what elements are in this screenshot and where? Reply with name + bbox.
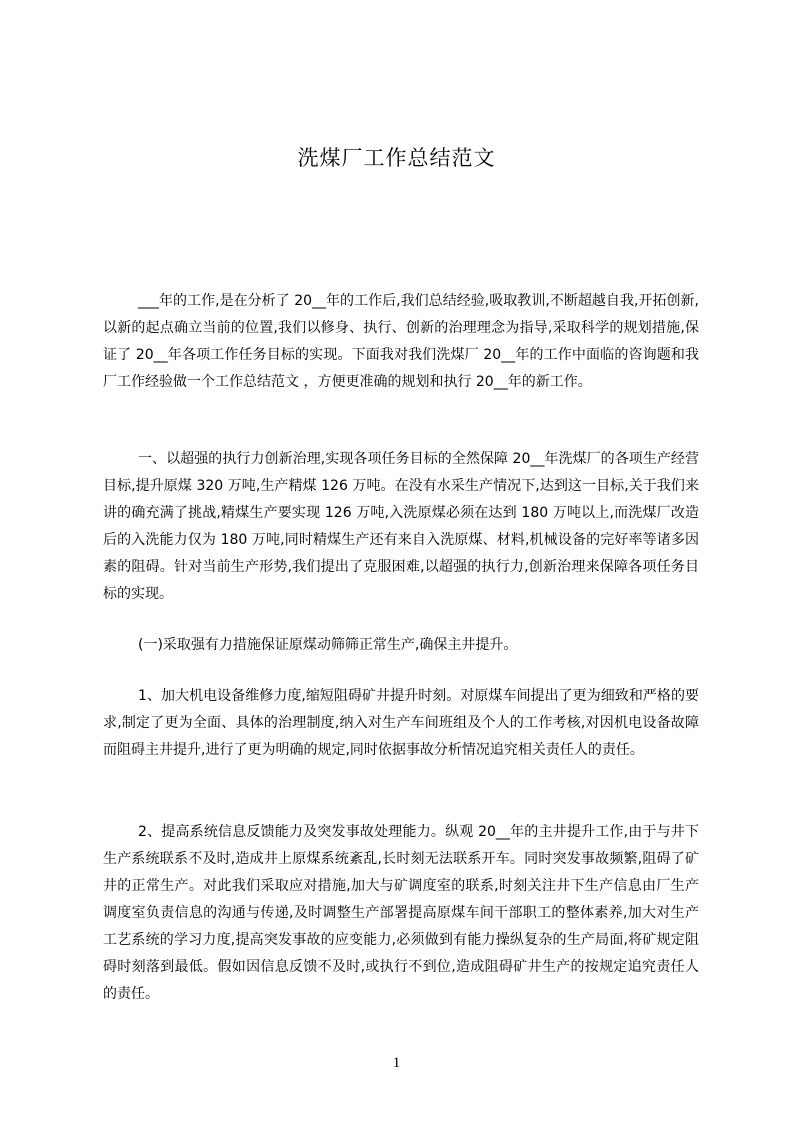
paragraph-item-two: 2、提高系统信息反馈能力及突发事故处理能力。纵观 20__年的主井提升工作,由于与井下生产系统联系不及时,造成井上原煤系统紊乱,长时刻无法联系开车。同时突发事故频繁,阻碍了矿井的正常生产。对此我们采取应对措施,加大与矿调度室的联系,时刻关注井下生产信息由厂生产调度室负责信息的沟通与传递,及时调整生产部署提高原煤车间干部职工的整体素养,加大对生产工艺系统的学习力度,提高突发事故的应变能力,必须做到有能力操纵复杂的生产局面,将矿规定阻碍时刻落到最低。假如因信息反馈不及时,或执行不到位,造成阻碍矿井生产的按规定追究责任人的责任。 [103, 824, 699, 1002]
document-title: 洗煤厂工作总结范文 [297, 146, 496, 170]
paragraph-item-one: 1、加大机电设备维修力度,缩短阻碍矿井提升时刻。对原煤车间提出了更为细致和严格的要求,制定了更为全面、具体的治理制度,纳入对生产车间班组及个人的工作考核,对因机电设备故障而阻碍主井提升,进行了更为明确的规定,同时依据事故分析情况追究相关责任人的责任。 [103, 688, 699, 758]
page-number: 1 [392, 1055, 401, 1071]
paragraph-subsection-heading: (一)采取强有力措施保证原煤动筛筛正常生产,确保主井提升。 [138, 637, 518, 653]
paragraph-section-one: 一、以超强的执行力创新治理,实现各项任务目标的全然保障 20__年洗煤厂的各项生产经营目标,提升原煤 320 万吨,生产精煤 126 万吨。在没有水采生产情况下,达到这一目标,关于我们来讲的确充满了挑战,精煤生产要实现 126 万吨,入洗原煤必须在达到 180 万吨以上,而洗煤厂改造后的入洗能力仅为 180 万吨,同时精煤生产还有来自入洗原煤、材料,机械设备的完好率等诸多因素的阻碍。针对当前生产形势,我们提出了克服困难,以超强的执行力,创新治理来保障各项任务目标的实现。 [103, 451, 699, 602]
paragraph-intro: ___年的工作,是在分析了 20__年的工作后,我们总结经验,吸取教训,不断超越自我,开拓创新,以新的起点确立当前的位置,我们以修身、执行、创新的治理理念为指导,采取科学的规划措施,保证了 20__年各项工作任务目标的实现。下面我对我们洗煤厂 20__年的工作中面临的咨询题和我厂工作经验做一个工作总结范文 ，方便更准确的规划和执行 20__年的新工作。 [103, 293, 699, 390]
